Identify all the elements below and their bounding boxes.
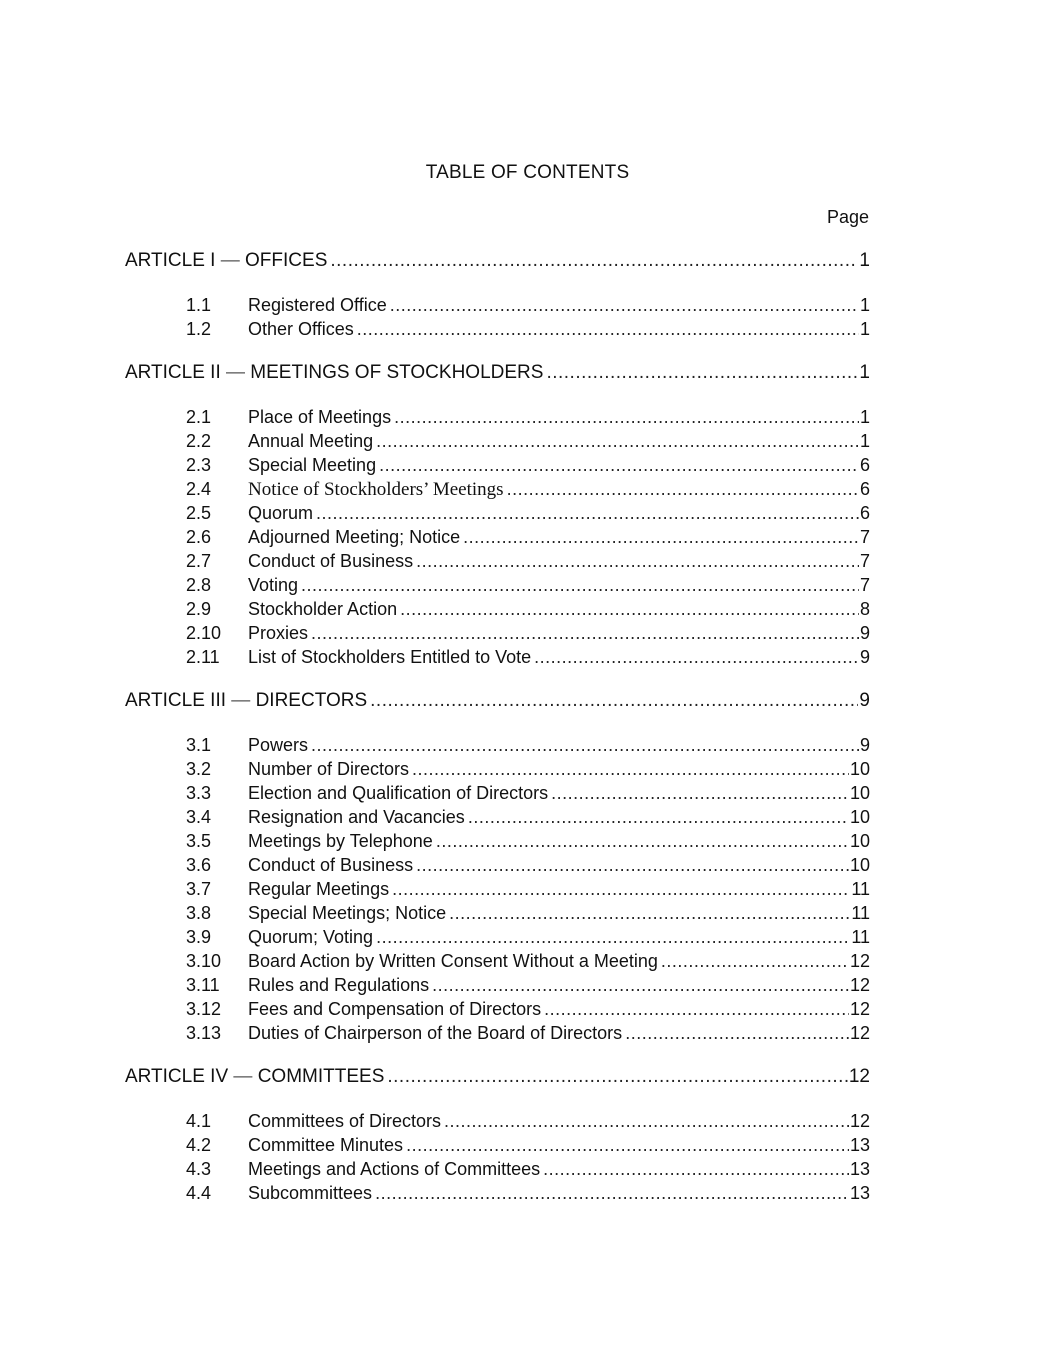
dot-leader [546,361,858,385]
toc-section-row[interactable] [125,405,870,429]
article-dash: — [233,1066,253,1087]
toc-section-row[interactable] [125,317,870,341]
section-title: Fees and Compensation of Directors [248,999,542,1019]
article-number: ARTICLE III [125,690,227,711]
toc-section-row[interactable] [125,877,870,901]
section-title: Number of Directors [248,759,410,779]
toc-section-row[interactable] [125,781,870,805]
article-name: COMMITTEES [257,1066,385,1087]
page-number: 1 [859,295,870,315]
dot-leader [376,925,850,949]
page-number: 13 [849,1135,870,1155]
section-title: Election and Qualification of Directors [248,783,549,803]
dot-leader [406,1133,849,1157]
article-name: MEETINGS OF STOCKHOLDERS [250,362,544,383]
dot-leader [311,621,859,645]
toc-section-row[interactable] [125,925,870,949]
section-number: 3.5 [186,831,212,851]
section-number: 2.1 [186,407,212,427]
toc-article-row[interactable] [125,361,870,385]
section-title: Place of Meetings [248,407,392,427]
toc-section-row[interactable] [125,549,870,573]
dot-leader [370,689,858,713]
section-title: Duties of Chairperson of the Board of Directors [248,1023,623,1043]
section-title: Other Offices [248,319,354,339]
section-title: Committees of Directors [248,1111,442,1131]
article-number: ARTICLE II [125,362,221,383]
page-number: 10 [849,831,870,851]
section-number: 2.2 [186,431,212,451]
section-number: 2.11 [186,647,220,667]
section-title: Meetings by Telephone [248,831,433,851]
dot-leader [507,477,859,501]
section-title: Resignation and Vacancies [248,807,465,827]
page-number: 9 [859,690,870,711]
article-number: ARTICLE I [125,250,216,271]
article-number: ARTICLE IV [125,1066,229,1087]
page-number: 11 [851,879,870,899]
toc-section-row[interactable] [125,733,870,757]
dot-leader [301,573,859,597]
section-number: 3.9 [186,927,212,947]
section-title: Special Meeting [248,455,377,475]
dot-leader [543,1157,849,1181]
article-heading [125,689,367,713]
section-title: Board Action by Written Consent Without a Meeting [248,951,658,971]
page-number: 12 [849,1111,870,1131]
section-number: 4.2 [186,1135,212,1155]
toc-section-row[interactable] [125,1181,870,1205]
dot-leader [330,249,858,273]
section-title: Conduct of Business [248,551,414,571]
article-name: OFFICES [245,250,328,271]
toc-section-row[interactable] [125,901,870,925]
toc-section-row[interactable] [125,973,870,997]
dot-leader [400,597,859,621]
page-number: 13 [849,1183,870,1203]
dot-leader [416,549,859,573]
page-number: 1 [859,250,870,271]
toc-section-row[interactable] [125,597,870,621]
section-title: Adjourned Meeting; Notice [248,527,461,547]
dot-leader [625,1021,849,1045]
toc-article-row[interactable] [125,689,870,713]
toc-section-row[interactable] [125,949,870,973]
section-number: 4.3 [186,1159,212,1179]
toc-section-row[interactable] [125,853,870,877]
section-number: 1.2 [186,319,212,339]
section-title: Powers [248,735,309,755]
page-number: 10 [849,759,870,779]
toc-section-row[interactable] [125,525,870,549]
dot-leader [375,1181,849,1205]
section-title: Annual Meeting [248,431,374,451]
dot-leader [390,293,859,317]
page-number: 7 [859,527,870,547]
page-number: 9 [859,647,870,667]
section-title: Rules and Regulations [248,975,430,995]
section-number: 3.7 [186,879,212,899]
section-title: Regular Meetings [248,879,390,899]
toc-section-row[interactable] [125,573,870,597]
toc-article-row[interactable] [125,1065,870,1089]
toc-section-row[interactable] [125,621,870,645]
section-title: Subcommittees [248,1183,373,1203]
section-title: Notice of Stockholders’ Meetings [248,479,504,500]
page-number: 1 [859,362,870,383]
page-number: 6 [859,479,870,499]
dot-leader [449,901,850,925]
dot-leader [316,501,859,525]
page-number: 8 [859,599,870,619]
dot-leader [376,429,859,453]
section-number: 2.9 [186,599,212,619]
page-number: 12 [849,1023,870,1043]
article-name: DIRECTORS [255,690,368,711]
dot-leader [551,781,849,805]
page-number: 10 [849,783,870,803]
toc-section-row[interactable] [125,645,870,669]
dot-leader [416,853,849,877]
dot-leader [444,1109,849,1133]
section-title: Committee Minutes [248,1135,404,1155]
page-number: 11 [851,927,870,947]
page-number: 12 [848,1066,870,1087]
dot-leader [436,829,849,853]
section-number: 2.8 [186,575,212,595]
page-number: 12 [849,975,870,995]
section-number: 3.8 [186,903,212,923]
page-number: 6 [859,503,870,523]
dot-leader [412,757,849,781]
section-number: 1.1 [186,295,212,315]
toc-section-row[interactable] [125,501,870,525]
page-number: 12 [849,951,870,971]
section-title: Meetings and Actions of Committees [248,1159,541,1179]
article-dash: — [220,250,240,271]
section-number: 3.11 [186,975,220,995]
toc-section-row[interactable] [125,997,870,1021]
page-number: 6 [859,455,870,475]
page-number: 1 [859,407,870,427]
toc-section-row[interactable] [125,757,870,781]
section-title: List of Stockholders Entitled to Vote [248,647,532,667]
page-number: 11 [851,903,870,923]
toc-section-row[interactable] [125,293,870,317]
dot-leader [432,973,849,997]
dot-leader [379,453,859,477]
page-number: 7 [859,551,870,571]
toc-section-row[interactable] [125,453,870,477]
section-title: Quorum [248,503,314,523]
section-title: Proxies [248,623,309,643]
section-number: 3.13 [186,1023,222,1043]
section-number: 3.3 [186,783,212,803]
section-number: 3.4 [186,807,212,827]
dot-leader [463,525,859,549]
page-number: 13 [849,1159,870,1179]
dot-leader [661,949,849,973]
page-number: 9 [859,735,870,755]
toc-section-row[interactable] [125,1021,870,1045]
toc-list [125,249,870,1225]
section-number: 3.2 [186,759,212,779]
dot-leader [468,805,849,829]
toc-section-row[interactable] [125,1133,870,1157]
toc-article-row[interactable] [125,249,870,273]
toc-section-row[interactable] [125,477,870,501]
section-title: Conduct of Business [248,855,414,875]
page-number: 10 [849,807,870,827]
article-dash: — [231,690,251,711]
toc-title: TABLE OF CONTENTS [425,162,630,183]
page-number: 10 [849,855,870,875]
section-number: 4.1 [186,1111,212,1131]
page-number: 1 [859,431,870,451]
article-heading [125,361,543,385]
section-title: Voting [248,575,299,595]
section-title: Registered Office [248,295,387,315]
section-number: 2.10 [186,623,222,643]
section-number: 3.1 [186,735,212,755]
dot-leader [311,733,859,757]
toc-section-row[interactable] [125,805,870,829]
dot-leader [534,645,859,669]
section-number: 2.6 [186,527,212,547]
article-dash: — [226,362,246,383]
section-number: 2.4 [186,479,212,499]
article-heading [125,249,327,273]
toc-section-row[interactable] [125,1157,870,1181]
section-number: 3.12 [186,999,222,1019]
article-heading [125,1065,384,1089]
toc-section-row[interactable] [125,829,870,853]
dot-leader [387,1065,847,1089]
dot-leader [394,405,859,429]
page-column-label: Page [826,207,869,227]
section-number: 3.10 [186,951,222,971]
page-number: 1 [859,319,870,339]
dot-leader [357,317,859,341]
dot-leader [544,997,849,1021]
toc-section-row[interactable] [125,429,870,453]
section-title: Stockholder Action [248,599,398,619]
page-number: 7 [859,575,870,595]
section-number: 4.4 [186,1183,212,1203]
section-number: 3.6 [186,855,212,875]
page-number: 9 [859,623,870,643]
section-number: 2.7 [186,551,212,571]
section-number: 2.5 [186,503,212,523]
section-title: Quorum; Voting [248,927,374,947]
dot-leader [392,877,850,901]
page-number: 12 [849,999,870,1019]
toc-section-row[interactable] [125,1109,870,1133]
section-number: 2.3 [186,455,212,475]
section-title: Special Meetings; Notice [248,903,447,923]
